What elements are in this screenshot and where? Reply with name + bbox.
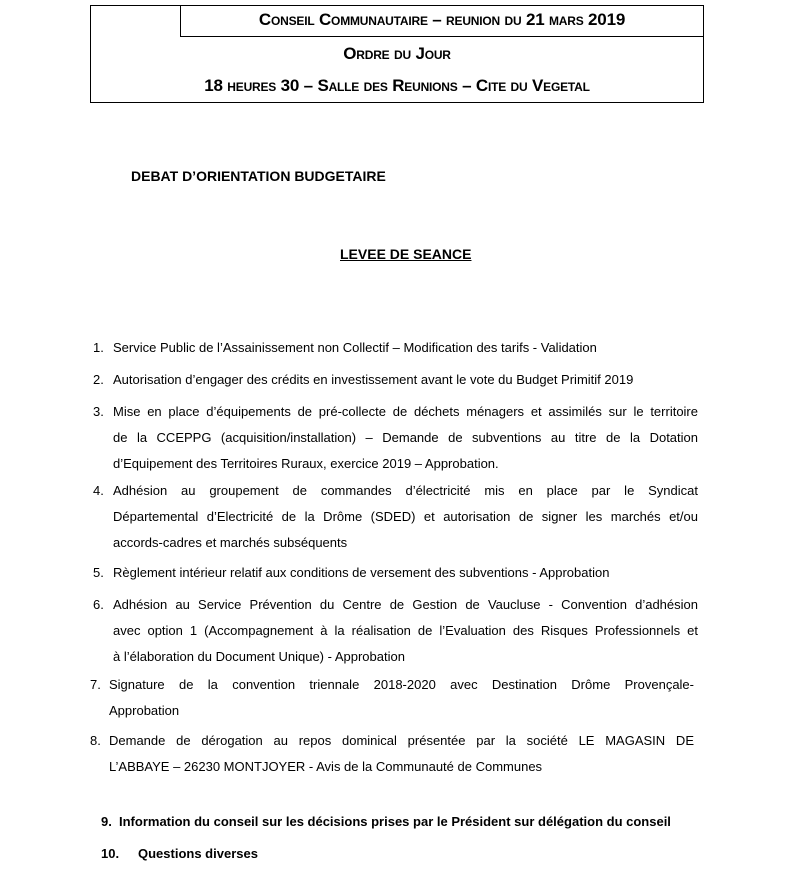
section-debat: DEBAT D’ORIENTATION BUDGETAIRE (131, 168, 386, 184)
section-levee: LEVEE DE SEANCE (340, 246, 472, 262)
agenda-title: Ordre du Jour (343, 44, 451, 63)
meeting-time-place: 18 heures 30 – Salle des Reunions – Cite du Vegetal (204, 76, 590, 95)
header-inner-rule (180, 36, 704, 37)
meeting-title: Conseil Communautaire – reunion du 21 mars 2019 (258, 10, 626, 29)
